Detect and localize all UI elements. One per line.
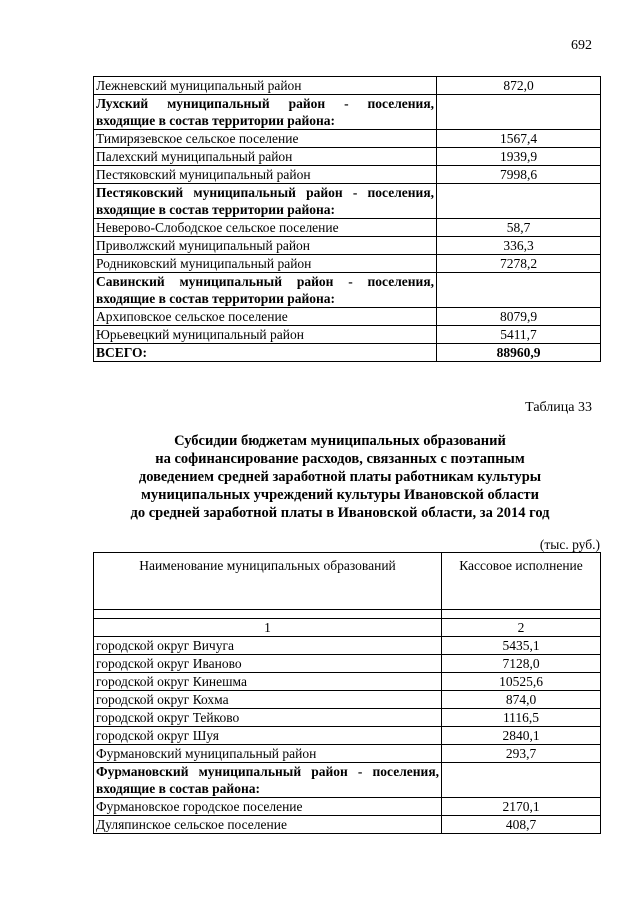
table-row [94, 709, 601, 727]
title-line: на софинансирование расходов, связанных с поэтапным [155, 451, 525, 467]
title-line: доведением средней заработной платы работникам культуры [138, 469, 542, 485]
row-name-cell: Пестяковский муниципальный район [94, 166, 437, 184]
row-value-cell: 2840,1 [442, 727, 601, 745]
spacer-cell [94, 610, 442, 619]
table-row [94, 273, 601, 308]
table-culture-salary-subsidies [93, 552, 601, 834]
row-value-cell: 336,3 [437, 237, 601, 255]
row-value-cell: 1116,5 [442, 709, 601, 727]
column-header-name: Наименование муниципальных образований [94, 553, 442, 610]
row-name-cell: Фурмановский муниципальный район - поселения, входящие в состав района: [94, 763, 442, 798]
column-number-2: 2 [442, 619, 601, 637]
row-value-cell: 872,0 [437, 77, 601, 95]
table2-body [94, 637, 601, 834]
row-name-cell: Дуляпинское сельское поселение [94, 816, 442, 834]
row-value-cell: 5435,1 [442, 637, 601, 655]
row-name-cell: Юрьевецкий муниципальный район [94, 326, 437, 344]
units-label: (тыс. руб.) [539, 537, 600, 552]
row-value-cell: 408,7 [442, 816, 601, 834]
row-value-cell: 293,7 [442, 745, 601, 763]
table-row [94, 637, 601, 655]
table-row [94, 816, 601, 834]
row-value-cell: 58,7 [437, 219, 601, 237]
row-value-cell: 10525,6 [442, 673, 601, 691]
table-row [94, 219, 601, 237]
table-municipal-subsidies-continued [93, 76, 601, 362]
row-value-cell: 1567,4 [437, 130, 601, 148]
row-name-cell: Лухский муниципальный район - поселения, входящие в состав территории района: [94, 95, 437, 130]
table2-header-row [94, 553, 601, 610]
table-row [94, 255, 601, 273]
row-name-cell: городской округ Тейково [94, 709, 442, 727]
table-row [94, 130, 601, 148]
row-value-cell: 1939,9 [437, 148, 601, 166]
row-value-cell: 7128,0 [442, 655, 601, 673]
table-row [94, 148, 601, 166]
table-row [94, 308, 601, 326]
table-caption: Таблица 33 [525, 400, 592, 415]
column-header-execution: Кассовое исполнение [442, 553, 601, 610]
table-row [94, 95, 601, 130]
row-name-cell: городской округ Вичуга [94, 637, 442, 655]
row-value-cell: 7278,2 [437, 255, 601, 273]
row-value-cell: 2170,1 [442, 798, 601, 816]
row-value-cell: 5411,7 [437, 326, 601, 344]
table1-body [94, 77, 601, 362]
row-name-cell: Тимирязевское сельское поселение [94, 130, 437, 148]
row-name-cell: Пестяковский муниципальный район - поселения, входящие в состав территории района: [94, 184, 437, 219]
spacer-cell [442, 610, 601, 619]
table2-spacer-row [94, 610, 601, 619]
row-value-cell [437, 95, 601, 130]
row-name-cell: городской округ Иваново [94, 655, 442, 673]
row-name-cell: Савинский муниципальный район - поселения, входящие в состав территории района: [94, 273, 437, 308]
row-name-cell: Архиповское сельское поселение [94, 308, 437, 326]
table-row [94, 237, 601, 255]
row-name-cell: Лежневский муниципальный район [94, 77, 437, 95]
table-row [94, 344, 601, 362]
row-value-cell [437, 273, 601, 308]
row-value-cell [442, 763, 601, 798]
row-name-cell: Неверово-Слободское сельское поселение [94, 219, 437, 237]
table-row [94, 727, 601, 745]
row-name-cell: городской округ Шуя [94, 727, 442, 745]
table-row [94, 184, 601, 219]
row-name-cell: Фурмановское городское поселение [94, 798, 442, 816]
table-row [94, 798, 601, 816]
row-value-cell: 874,0 [442, 691, 601, 709]
row-name-cell: Фурмановский муниципальный район [94, 745, 442, 763]
table-row [94, 691, 601, 709]
table-row [94, 673, 601, 691]
table-row [94, 655, 601, 673]
table2-numbering-row [94, 619, 601, 637]
table-row [94, 166, 601, 184]
table-title [60, 432, 620, 522]
row-name-cell: городской округ Кохма [94, 691, 442, 709]
row-name-cell: городской округ Кинешма [94, 673, 442, 691]
row-name-cell: ВСЕГО: [94, 344, 437, 362]
row-name-cell: Родниковский муниципальный район [94, 255, 437, 273]
table-row [94, 763, 601, 798]
table-row [94, 326, 601, 344]
row-value-cell: 8079,9 [437, 308, 601, 326]
title-line: муниципальных учреждений культуры Ивановской области [141, 487, 539, 503]
row-value-cell: 88960,9 [437, 344, 601, 362]
table-row [94, 745, 601, 763]
title-line: до средней заработной платы в Ивановской области, за 2014 год [130, 505, 550, 521]
row-value-cell [437, 184, 601, 219]
row-value-cell: 7998,6 [437, 166, 601, 184]
title-line: Субсидии бюджетам муниципальных образований [174, 433, 506, 449]
row-name-cell: Палехский муниципальный район [94, 148, 437, 166]
row-name-cell: Приволжский муниципальный район [94, 237, 437, 255]
column-number-1: 1 [94, 619, 442, 637]
table-row [94, 77, 601, 95]
page-number: 692 [571, 38, 592, 53]
